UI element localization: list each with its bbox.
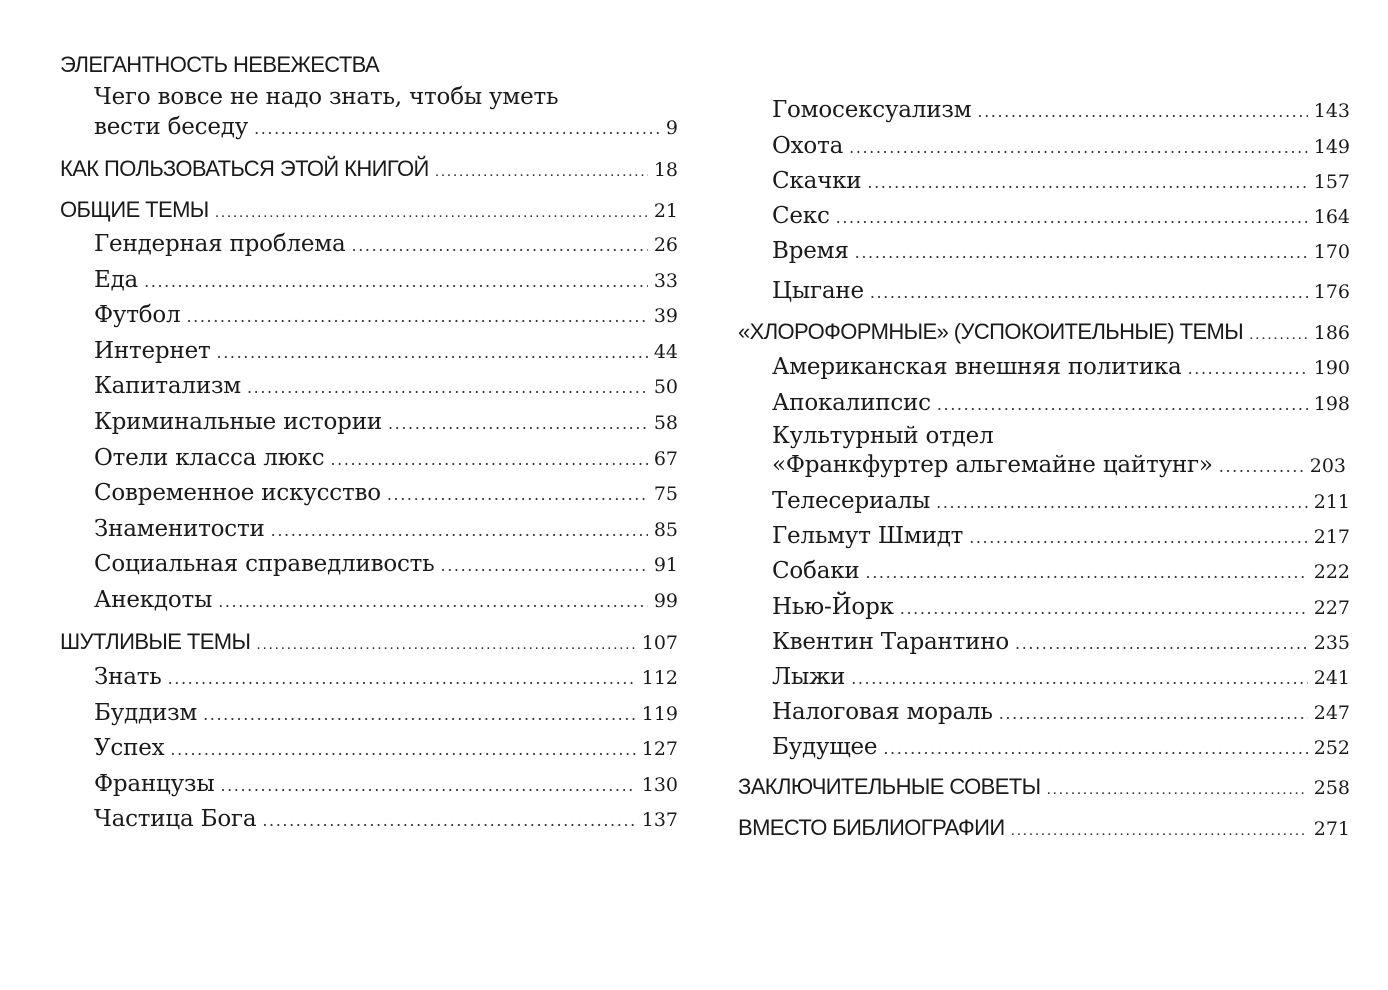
toc-entry[interactable] [60,267,678,293]
toc-entry-title: Знать [94,664,162,690]
toc-entry-title: «Франкфуртер альгемайне цайтунг» [772,452,1213,478]
toc-entry-title: Анекдоты [94,587,213,613]
toc-subtitle-line: Культурный отдел [772,423,994,449]
toc-page-number: 143 [1313,100,1350,122]
toc-entry-title: Интернет [94,337,211,364]
toc-page-number: 91 [653,554,678,577]
toc-entry[interactable] [738,168,1350,194]
dot-leader [870,283,1308,302]
toc-entry-title: вести беседу [94,114,249,140]
toc-entry-faz-culture[interactable] [738,452,1346,478]
toc-subtitle-line: Чего вовсе не надо знать, чтобы уметь [94,84,559,110]
toc-page-number: 186 [1313,322,1350,344]
toc-entry[interactable] [60,516,678,542]
dot-leader [330,450,647,469]
toc-entry-title: Американская внешняя политика [772,354,1182,380]
toc-page-number: 211 [1313,491,1350,513]
toc-page-number: 18 [653,159,678,181]
toc-entry[interactable] [60,231,678,257]
toc-entry[interactable] [60,771,678,797]
toc-entry-joking-topics[interactable] [60,629,678,655]
dot-leader [936,493,1308,512]
toc-page-number: 149 [1313,136,1350,158]
dot-leader [851,669,1308,688]
toc-entry[interactable] [738,488,1350,514]
toc-page-number: 217 [1313,526,1350,549]
toc-entry-title: ШУТЛИВЫЕ ТЕМЫ [60,629,251,654]
toc-entry[interactable] [60,409,678,435]
toc-entry-title: Цыгане [772,278,864,304]
dot-leader [352,236,648,255]
dot-leader [836,208,1308,227]
toc-entry-title: Криминальные истории [94,409,382,435]
toc-page-number: 164 [1313,206,1350,228]
toc-entry-general-topics[interactable] [60,197,678,223]
toc-entry-title: КАК ПОЛЬЗОВАТЬСЯ ЭТОЙ КНИГОЙ [60,156,429,181]
toc-page-number: 75 [653,483,678,506]
toc-entry-title: Секс [772,203,830,229]
dot-leader [170,740,635,759]
dot-leader [144,272,648,291]
toc-entry[interactable] [60,338,678,364]
dot-leader [1188,359,1308,378]
toc-entry[interactable] [738,558,1350,584]
toc-page-number: 137 [641,809,678,831]
toc-page-number: 176 [1313,281,1350,303]
dot-leader [883,739,1307,758]
toc-page-number: 107 [641,632,678,654]
dot-leader [900,599,1308,618]
toc-entry[interactable] [60,587,678,613]
dot-leader [1015,634,1308,653]
toc-entry[interactable] [60,551,678,577]
toc-entry[interactable] [738,133,1350,159]
toc-entry[interactable] [738,734,1350,760]
toc-page-number: 222 [1313,561,1350,584]
toc-page-number: 119 [641,702,678,725]
toc-entry-title: Успех [94,735,165,761]
toc-entry-title: Скачки [772,168,862,194]
toc-entry-title: Капитализм [94,373,241,400]
dot-leader [1011,822,1308,840]
toc-entry-title: Время [772,238,849,264]
dot-leader [218,592,648,611]
toc-entry-title: ВМЕСТО БИБЛИОГРАФИИ [738,815,1005,840]
dot-leader [1249,326,1308,344]
dot-leader [215,204,648,222]
dot-leader [441,556,648,575]
toc-entry[interactable] [738,629,1350,655]
toc-entry[interactable] [738,278,1350,304]
toc-entry-title: Апокалипсис [772,389,931,416]
toc-page-number: 241 [1313,667,1350,689]
toc-page-number: 157 [1313,171,1350,193]
toc-entry[interactable] [738,523,1350,549]
toc-page-number: 130 [641,773,678,796]
toc-page-number: 26 [653,234,678,256]
toc-page-number: 99 [653,590,678,612]
toc-entry[interactable] [60,664,678,690]
toc-page-number: 112 [641,667,678,689]
toc-entry[interactable] [738,97,1350,123]
toc-entry-title: Еда [94,266,139,293]
toc-entry-title: Современное искусство [94,480,381,507]
toc-entry[interactable] [738,664,1350,690]
toc-entry[interactable] [738,699,1350,725]
toc-entry[interactable] [60,735,678,761]
toc-entry[interactable] [60,373,678,399]
dot-leader [969,528,1308,547]
dot-leader [1047,781,1308,799]
toc-entry-title: Квентин Тарантино [772,628,1010,655]
toc-page-number: 67 [653,447,678,470]
dot-leader [977,102,1307,121]
toc-entry-title: ЗАКЛЮЧИТЕЛЬНЫЕ СОВЕТЫ [738,774,1041,799]
toc-page-number: 127 [641,738,678,760]
dot-leader [217,343,648,362]
dot-leader [387,485,648,504]
toc-entry[interactable] [738,390,1350,416]
toc-page-number: 258 [1313,777,1350,799]
toc-entry-elegance[interactable] [60,114,678,140]
toc-page-number: 58 [653,412,678,434]
toc-page-number: 252 [1313,737,1350,760]
dot-leader [937,395,1308,414]
dot-leader [186,307,647,326]
dot-leader [435,163,648,181]
toc-entry-title: Знаменитости [94,515,265,542]
toc-page-number: 170 [1313,241,1350,263]
toc-entry[interactable] [60,480,678,506]
dot-leader [271,521,648,540]
toc-entry-title: Гендерная проблема [94,231,346,257]
toc-entry-title: Гельмут Шмидт [772,523,964,550]
toc-page-number: 235 [1313,631,1350,654]
dot-leader [254,119,660,138]
toc-entry[interactable] [60,700,678,726]
toc-page-number: 85 [653,518,678,541]
toc-page-number: 33 [653,269,678,292]
dot-leader [866,563,1308,582]
toc-entry[interactable] [738,594,1350,620]
toc-entry-instead-of-bibliography[interactable] [738,815,1350,841]
toc-entry-title: Налоговая мораль [772,699,993,726]
dot-leader [262,811,635,830]
dot-leader [855,243,1308,262]
dot-leader [999,704,1308,723]
dot-leader [256,636,635,654]
dot-leader [1219,457,1304,476]
toc-entry-title: Телесериалы [772,488,931,514]
toc-page-number: 9 [665,117,678,139]
toc-page-number: 203 [1309,455,1346,477]
toc-section-elegance-heading: ЭЛЕГАНТНОСТЬ НЕВЕЖЕСТВА [60,52,380,77]
toc-entry-title: Буддизм [94,699,198,726]
toc-entry-title: Отели класса люкс [94,444,325,471]
toc-entry[interactable] [60,806,678,832]
toc-entry-title: Будущее [772,734,878,761]
toc-page-number: 39 [653,305,678,328]
toc-entry-title: ОБЩИЕ ТЕМЫ [60,197,209,222]
toc-entry-final-advice[interactable] [738,774,1350,800]
dot-leader [247,378,648,397]
toc-page-number: 247 [1313,702,1350,725]
toc-page-number: 271 [1313,818,1350,840]
toc-entry-title: Гомосексуализм [772,97,972,123]
toc-entry-title: Лыжи [772,664,846,690]
toc-entry-how-to-use[interactable] [60,156,678,182]
dot-leader [168,669,636,688]
toc-page-number: 198 [1313,392,1350,415]
toc-entry-title: Частица Бога [94,806,257,832]
toc-entry-title: Французы [94,770,215,797]
dot-leader [867,173,1307,192]
toc-page-number: 227 [1313,596,1350,619]
dot-leader [388,414,648,433]
dot-leader [849,138,1308,157]
toc-entry-chloroform-topics[interactable] [738,319,1350,345]
toc-entry-title: Нью-Йорк [772,593,894,620]
toc-entry[interactable] [738,203,1350,229]
dot-leader [220,776,635,795]
toc-entry[interactable] [60,302,678,328]
toc-page-number: 21 [653,200,678,222]
toc-page-number: 50 [653,376,678,399]
toc-entry-title: «ХЛОРОФОРМНЫЕ» (УСПОКОИТЕЛЬНЫЕ) ТЕМЫ [738,319,1244,344]
toc-entry[interactable] [738,238,1350,264]
toc-page-number: 44 [653,340,678,363]
toc-entry[interactable] [60,445,678,471]
toc-entry-title: Охота [772,133,844,159]
toc-entry-title: Социальная справедливость [94,551,435,578]
toc-entry-title: Футбол [94,302,181,329]
toc-entry[interactable] [738,354,1350,380]
toc-entry-title: Собаки [772,558,860,585]
dot-leader [203,705,636,724]
toc-page-number: 190 [1313,357,1350,379]
